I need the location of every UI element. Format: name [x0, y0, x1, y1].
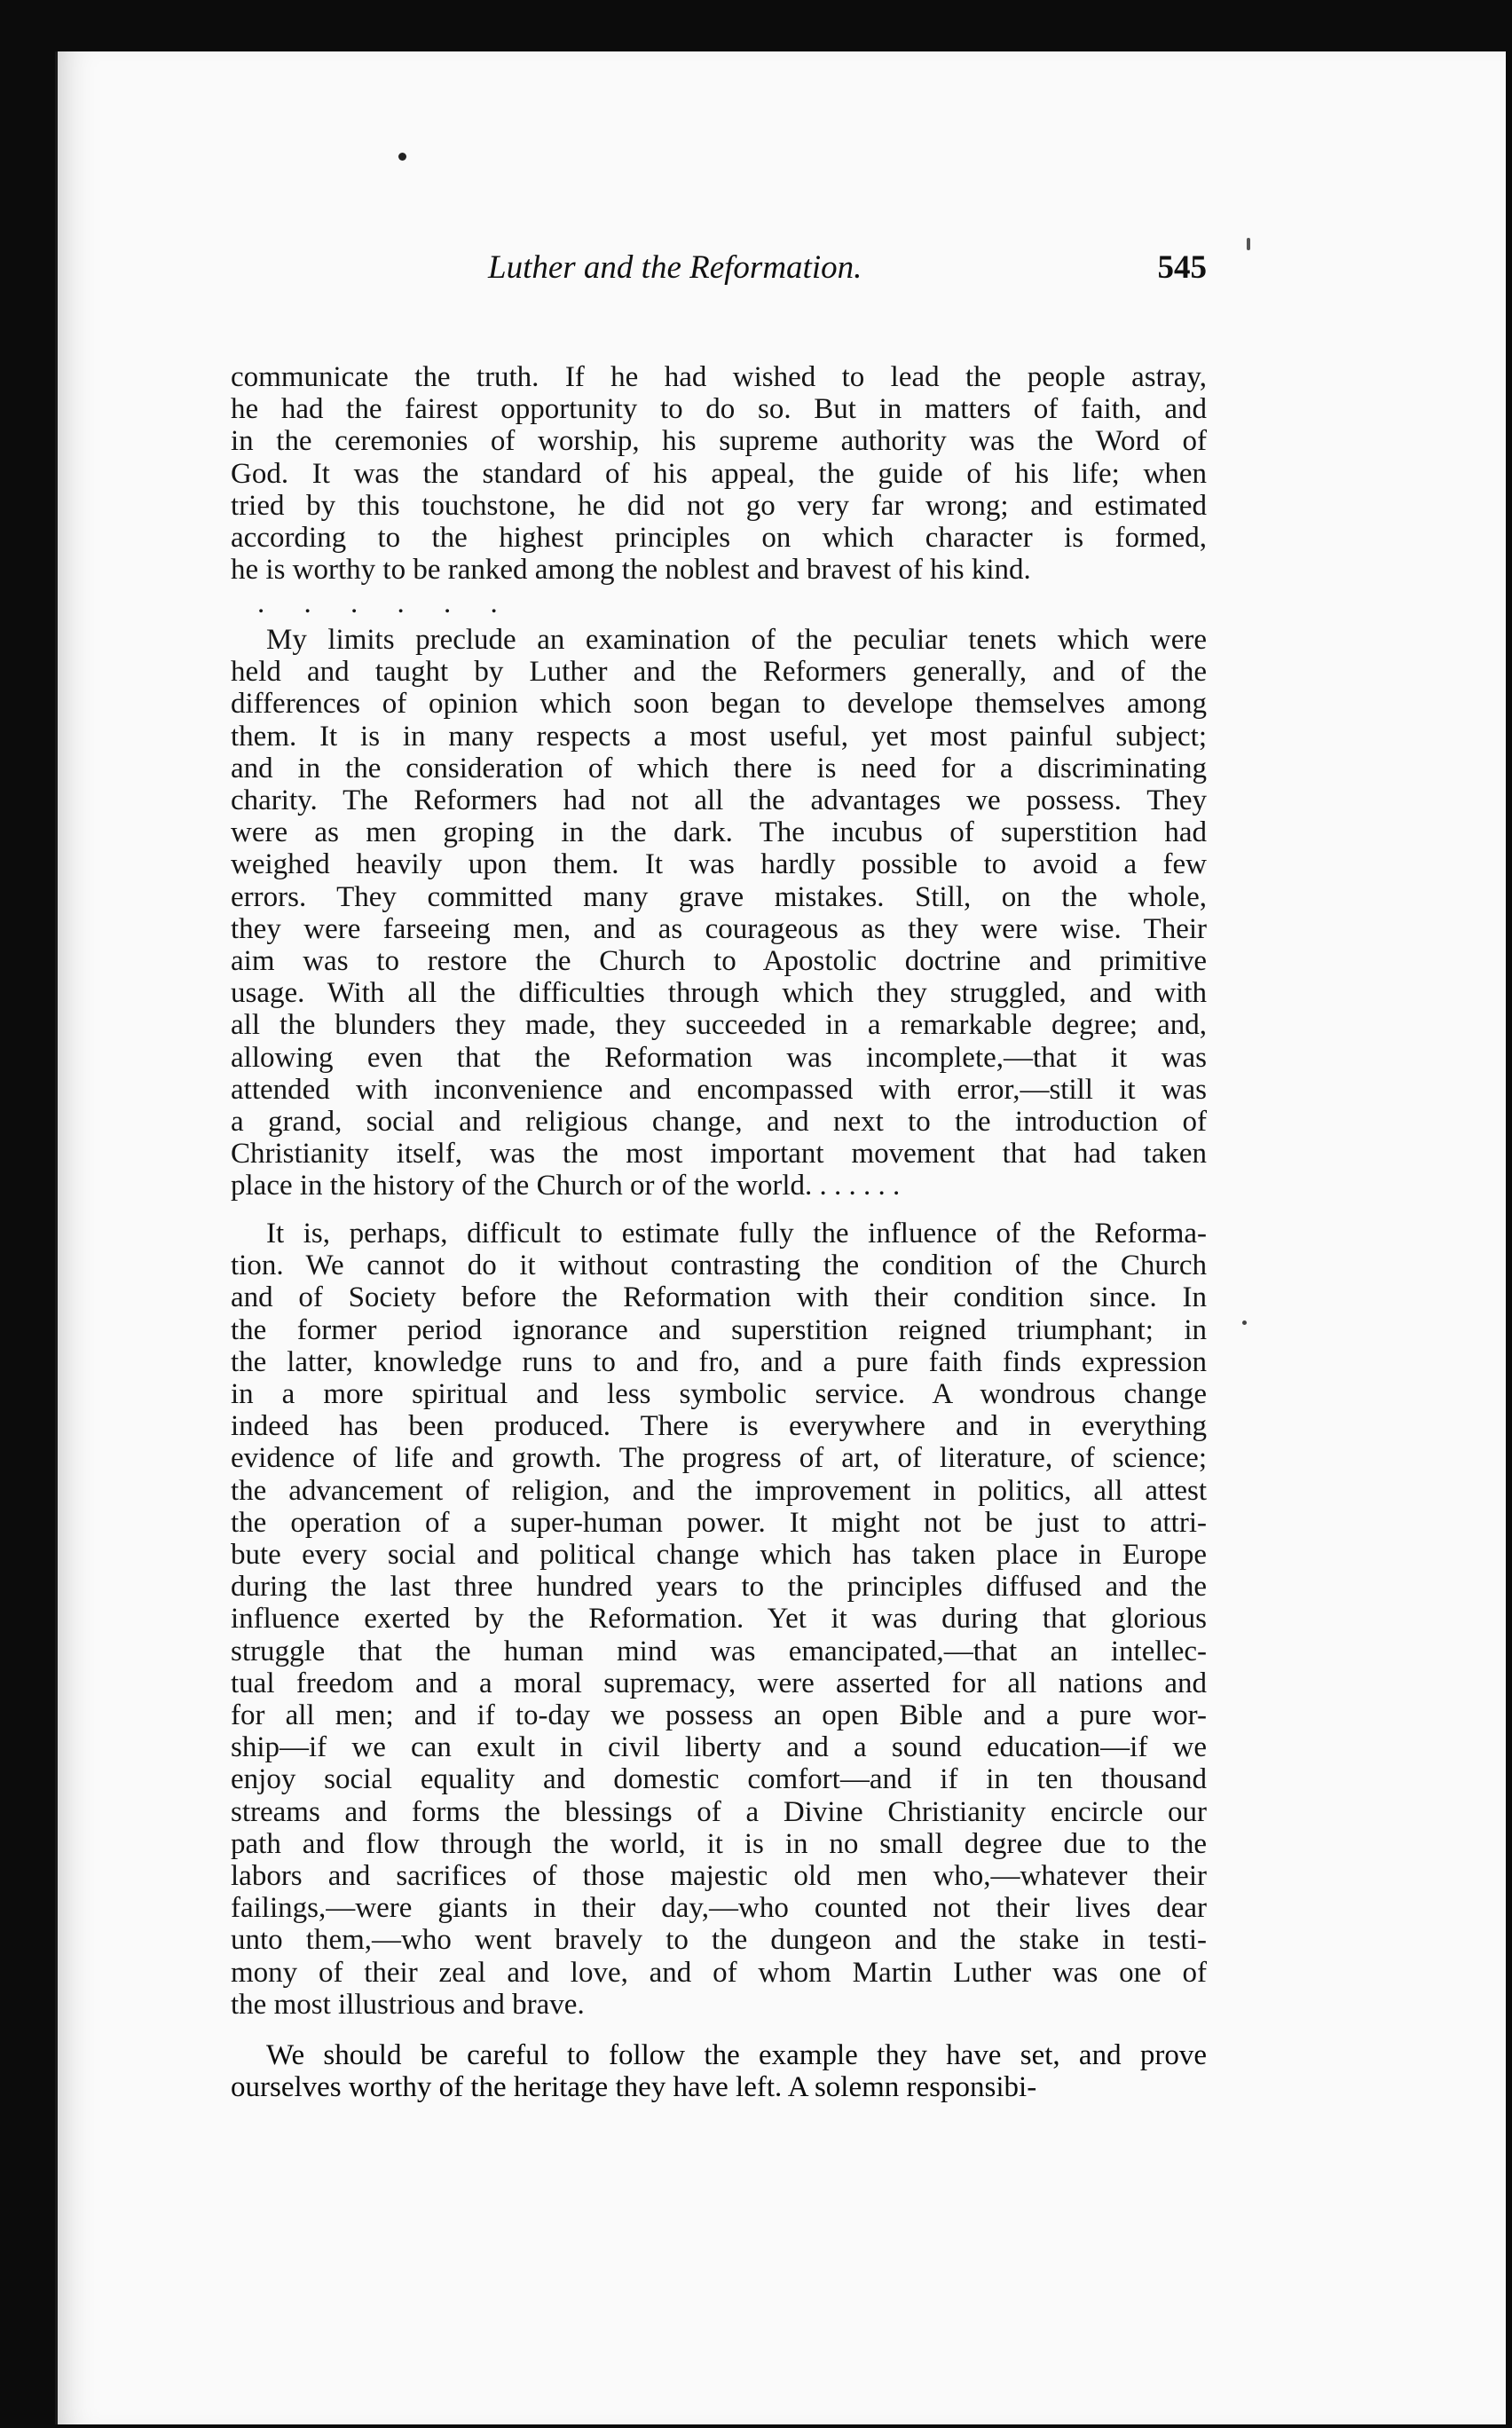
- text-line: ship—if we can exult in civil liberty and a sound education—if we: [231, 1731, 1207, 1764]
- text-line: allowing even that the Reformation was incomplete,—that it was: [231, 1041, 1207, 1074]
- text-line: failings,—were giants in their day,—who counted not their lives dear: [231, 1892, 1207, 1925]
- text-line: the most illustrious and brave.: [231, 1988, 585, 2021]
- paragraph-3: [231, 1218, 1207, 2021]
- text-line: the advancement of religion, and the improvement in politics, all attest: [231, 1474, 1207, 1507]
- text-line: in the ceremonies of worship, his supreme authority was the Word of: [231, 425, 1207, 458]
- text-line: usage. With all the difficulties through which they struggled, and with: [231, 977, 1207, 1010]
- paragraph-2: [231, 624, 1207, 1202]
- text-line: path and flow through the world, it is in no small degree due to the: [231, 1827, 1207, 1860]
- text-line: the latter, knowledge runs to and fro, and a pure faith finds expression: [231, 1345, 1207, 1378]
- text-line: bute every social and political change which has taken place in Europe: [231, 1539, 1207, 1572]
- text-line: Christianity itself, was the most important movement that had taken: [231, 1138, 1207, 1171]
- ink-speck: [398, 153, 406, 161]
- text-line: streams and forms the blessings of a Divine Christianity encircle our: [231, 1795, 1207, 1828]
- text-line: tried by this touchstone, he did not go very far wrong; and estimated: [231, 489, 1207, 522]
- text-line: them. It is in many respects a most useful, yet most painful subject;: [231, 720, 1207, 753]
- text-line: tual freedom and a moral supremacy, were asserted for all nations and: [231, 1667, 1207, 1699]
- text-line: My limits preclude an examination of the peculiar tenets which were: [266, 624, 1207, 656]
- page-header: [231, 248, 1207, 291]
- text-line: communicate the truth. If he had wished to lead the people astray,: [231, 361, 1207, 393]
- text-line: unto them,—who went bravely to the dungeon and the stake in testi-: [231, 1924, 1207, 1957]
- text-line: differences of opinion which soon began to develope themselves among: [231, 688, 1207, 721]
- paragraph-1: [231, 361, 1207, 620]
- text-line: mony of their zeal and love, and of whom Martin Luther was one of: [231, 1956, 1207, 1989]
- text-line: We should be careful to follow the example they have set, and prove: [266, 2039, 1207, 2071]
- text-line: a grand, social and religious change, and next to the introduction of: [231, 1106, 1207, 1139]
- text-line: ourselves worthy of the heritage they have left. A solemn responsibi-: [231, 2071, 1037, 2104]
- text-line: for all men; and if to-day we possess an open Bible and a pure wor-: [231, 1699, 1207, 1732]
- text-line: errors. They committed many grave mistakes. Still, on the whole,: [231, 880, 1207, 913]
- paragraph-4: [231, 2039, 1207, 2103]
- text-line: enjoy social equality and domestic comfort—and if in ten thousand: [231, 1763, 1207, 1796]
- text-line: he had the fairest opportunity to do so. But in matters of faith, and: [231, 393, 1207, 426]
- text-line: tion. We cannot do it without contrasting the condition of the Church: [231, 1249, 1207, 1282]
- text-line: in a more spiritual and less symbolic service. A wondrous change: [231, 1378, 1207, 1411]
- text-line: he is worthy to be ranked among the noblest and bravest of his kind.: [231, 554, 1031, 587]
- text-line: labors and sacrifices of those majestic old men who,—whatever their: [231, 1860, 1207, 1893]
- text-line: struggle that the human mind was emancipated,—that an intellec-: [231, 1635, 1207, 1667]
- text-line: evidence of life and growth. The progress of art, of literature, of science;: [231, 1442, 1207, 1475]
- ink-speck: [1242, 1320, 1247, 1325]
- text-line: they were farseeing men, and as courageous as they were wise. Their: [231, 912, 1207, 945]
- running-title: Luther and the Reformation.: [488, 249, 862, 286]
- text-line: aim was to restore the Church to Apostolic doctrine and primitive: [231, 945, 1207, 978]
- text-line: It is, perhaps, difficult to estimate fully the influence of the Reforma-: [266, 1218, 1207, 1249]
- text-line: during the last three hundred years to the principles diffused and the: [231, 1571, 1207, 1604]
- text-line: the former period ignorance and superstition reigned triumphant; in: [231, 1313, 1207, 1346]
- ellipsis-row: . . . . . .: [257, 587, 514, 620]
- text-line: according to the highest principles on which character is formed,: [231, 522, 1207, 555]
- text-line: were as men groping in the dark. The incubus of superstition had: [231, 816, 1207, 849]
- text-line: God. It was the standard of his appeal, the guide of his life; when: [231, 457, 1207, 490]
- text-line: indeed has been produced. There is everywhere and in everything: [231, 1410, 1207, 1443]
- text-line: charity. The Reformers had not all the advantages we possess. They: [231, 784, 1207, 817]
- page-number: 545: [1157, 249, 1207, 286]
- text-line: weighed heavily upon them. It was hardly possible to avoid a few: [231, 848, 1207, 881]
- text-line: the operation of a super-human power. It might not be just to attri-: [231, 1506, 1207, 1539]
- text-line: all the blunders they made, they succeeded in a remarkable degree; and,: [231, 1009, 1207, 1042]
- text-line: and of Society before the Reformation with their condition since. In: [231, 1281, 1207, 1314]
- text-line: and in the consideration of which there is need for a discriminating: [231, 752, 1207, 784]
- text-line: influence exerted by the Reformation. Yet it was during that glorious: [231, 1603, 1207, 1636]
- ink-speck: [1247, 238, 1250, 250]
- text-line: place in the history of the Church or of the world. . . . . . .: [231, 1170, 901, 1202]
- text-line: attended with inconvenience and encompassed with error,—still it was: [231, 1073, 1207, 1106]
- text-line: held and taught by Luther and the Reformers generally, and of the: [231, 656, 1207, 689]
